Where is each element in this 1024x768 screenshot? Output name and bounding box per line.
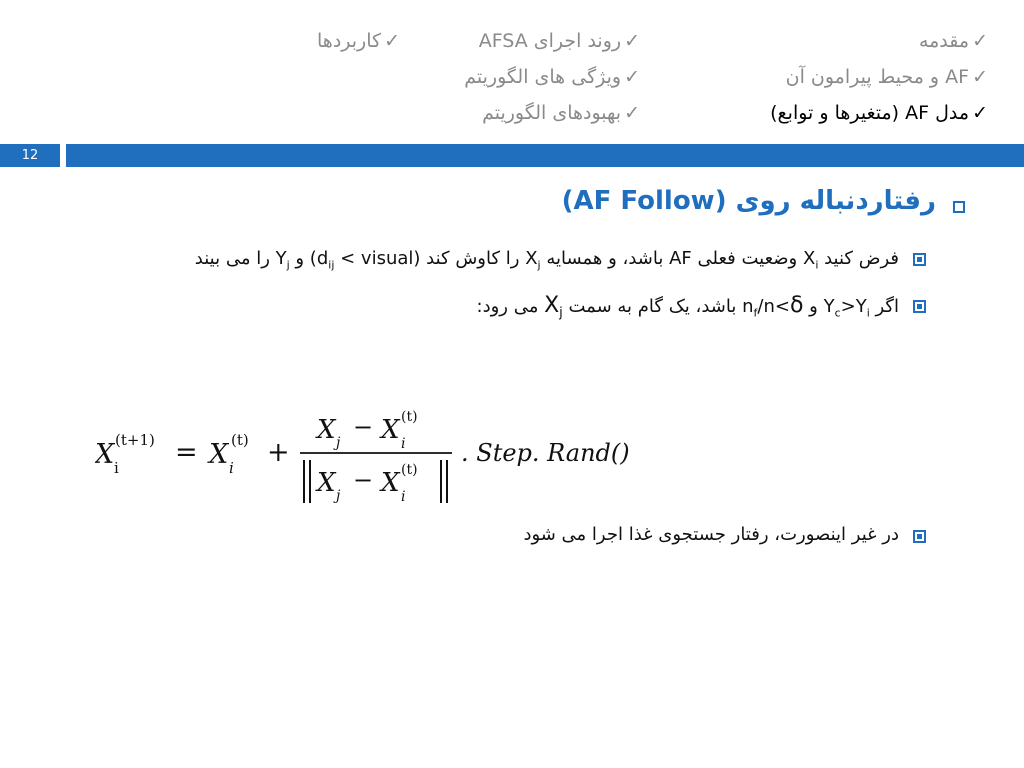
svg-text:X: X xyxy=(209,439,229,470)
svg-text:X: X xyxy=(95,439,115,470)
svg-text:(t+1): (t+1) xyxy=(115,431,155,449)
bullet-square-icon xyxy=(913,300,926,313)
slide-title: رفتاردنباله روی (AF Follow) xyxy=(561,186,936,216)
check-icon: ✓ xyxy=(972,30,988,52)
svg-text:−: − xyxy=(353,413,374,441)
nav-item-applications[interactable]: ✓کاربردها xyxy=(317,30,400,52)
nav-item-intro[interactable]: ✓مقدمه xyxy=(918,30,988,52)
svg-text:X: X xyxy=(381,415,400,445)
bullet-otherwise: در غیر اینصورت، رفتار جستجوی غذا اجرا می شود xyxy=(523,524,899,545)
svg-text:X: X xyxy=(317,415,336,445)
nav-item-af-model[interactable]: ✓مدل AF (متغیرها و توابع) xyxy=(770,102,988,124)
check-icon: ✓ xyxy=(972,66,988,88)
nav-item-afsa-procedure[interactable]: ✓روند اجرای AFSA xyxy=(478,30,640,52)
svg-text:j: j xyxy=(336,435,341,451)
svg-text:=: = xyxy=(175,437,198,468)
svg-text:X: X xyxy=(317,468,336,498)
bullet-condition: اگر $Y_c>Y_i$ و $n_f/n<\delta$ باشد، یک گام به سمت $X_j$ می رود: xyxy=(476,293,899,321)
title-square-icon xyxy=(953,201,965,213)
slide-number: 12 xyxy=(0,144,60,167)
svg-text:−: − xyxy=(353,466,374,494)
check-icon: ✓ xyxy=(384,30,400,52)
svg-text:i: i xyxy=(401,436,406,452)
svg-text:j: j xyxy=(336,488,341,504)
header-bar xyxy=(66,144,1024,167)
nav-item-af-environment[interactable]: ✓AF و محیط پیرامون آن xyxy=(785,66,988,88)
bullet-square-icon xyxy=(913,253,926,266)
svg-text:(t): (t) xyxy=(231,431,249,449)
section-nav xyxy=(240,28,1000,138)
bullet-square-icon xyxy=(913,530,926,543)
check-icon: ✓ xyxy=(972,102,988,124)
nav-item-improvements[interactable]: ✓بهبودهای الگوریتم xyxy=(482,102,640,124)
nav-item-features[interactable]: ✓ویژگی های الگوریتم xyxy=(464,66,640,88)
svg-text:(t): (t) xyxy=(401,409,418,425)
svg-text:i: i xyxy=(229,459,234,477)
follow-formula xyxy=(95,405,640,510)
check-icon: ✓ xyxy=(624,102,640,124)
svg-text:+: + xyxy=(267,437,290,468)
svg-text:(t): (t) xyxy=(401,462,418,478)
check-icon: ✓ xyxy=(624,30,640,52)
svg-text:. Step. Rand(): . Step. Rand() xyxy=(461,439,630,467)
svg-text:i: i xyxy=(114,459,119,477)
check-icon: ✓ xyxy=(624,66,640,88)
svg-text:i: i xyxy=(401,489,406,505)
bullet-assume-state: فرض کنید $X_i$ وضعیت فعلی AF باشد، و همسایه $X_j$ را کاوش کند ($d_{ij}$ < visual) و $Y_j$ را می بیند xyxy=(194,248,899,272)
svg-text:X: X xyxy=(381,468,400,498)
